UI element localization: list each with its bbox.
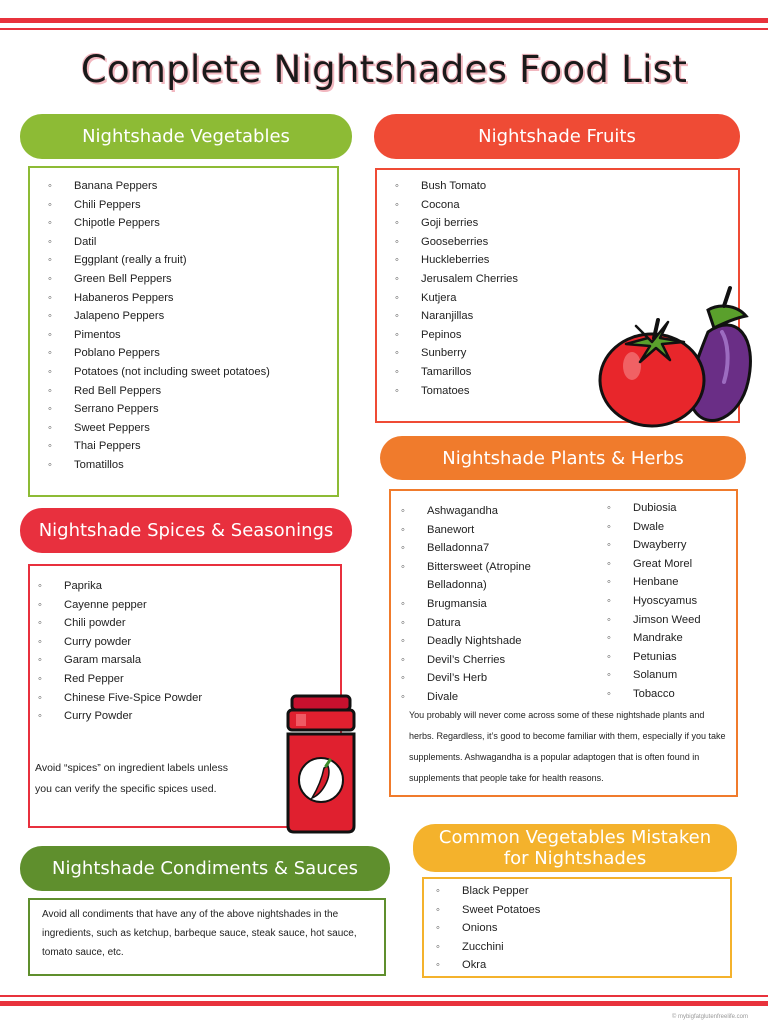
spice-jar-illustration	[282, 694, 360, 834]
plant-item: ◦ Banewort	[383, 521, 593, 540]
fruit-item: ◦ Sunberry	[377, 344, 738, 363]
mistaken-heading	[413, 824, 737, 872]
plant-item: ◦ Ashwagandha	[383, 502, 593, 521]
plants-note: You probably will never come across some of these nightshade plants and herbs. Regardless, it’s good to become familiar with them, especially if you take supplements. Ashwagandha is a popular adaptogen that is often found in supplements that people take for health reasons.	[409, 710, 726, 783]
plant-item: ◦ Bittersweet (Atropine Belladonna)	[383, 558, 593, 595]
spice-item: ◦ Red Pepper	[20, 670, 340, 689]
plant-item: ◦ Dubiosia	[589, 499, 739, 518]
plants-heading-label: Nightshade Plants & Herbs	[442, 447, 684, 469]
vegetable-item: ◦ Poblano Peppers	[30, 344, 337, 363]
spices-note	[35, 758, 275, 800]
fruit-item: ◦ Jerusalem Cherries	[377, 270, 738, 289]
vegetable-item: ◦ Serrano Peppers	[30, 400, 337, 419]
fruit-item: ◦ Tamarillos	[377, 363, 738, 382]
plant-item: ◦ Henbane	[589, 573, 739, 592]
mistaken-item: ◦ Zucchini	[418, 938, 730, 957]
vegetable-item: ◦ Jalapeno Peppers	[30, 307, 337, 326]
spices-heading-label: Nightshade Spices & Seasonings	[38, 520, 334, 541]
fruit-item: ◦ Cocona	[377, 196, 738, 215]
condiments-box	[28, 898, 386, 976]
tomato-icon	[600, 320, 704, 426]
plant-item: ◦ Petunias	[589, 648, 739, 667]
condiments-heading-label: Nightshade Condiments & Sauces	[52, 858, 358, 879]
vegetable-item: ◦ Tomatillos	[30, 456, 337, 475]
spice-item: ◦ Chili powder	[20, 614, 340, 633]
vegetable-item: ◦ Potatoes (not including sweet potatoes)	[30, 363, 337, 382]
plant-item: ◦ Dwayberry	[589, 536, 739, 555]
mistaken-item: ◦ Onions	[418, 919, 730, 938]
vegetable-item: ◦ Green Bell Peppers	[30, 270, 337, 289]
spice-item: ◦ Curry Powder	[20, 707, 340, 726]
mistaken-heading-line2: for Nightshades	[503, 848, 647, 869]
fruit-item: ◦ Huckleberries	[377, 251, 738, 270]
vegetables-heading-label: Nightshade Vegetables	[82, 126, 290, 147]
fruit-item: ◦ Pepinos	[377, 326, 738, 345]
condiments-note: Avoid all condiments that have any of the above nightshades in the ingredients, such as ketchup, barbeque sauce, steak sauce, hot sauce, tomato sauce, etc.	[42, 909, 357, 958]
vegetable-item: ◦ Datil	[30, 233, 337, 252]
plant-item: ◦ Divale	[383, 688, 593, 707]
plant-item: ◦ Solanum	[589, 666, 739, 685]
plants-list-col1	[383, 502, 593, 707]
fruit-item: ◦ Gooseberries	[377, 233, 738, 252]
plant-item: ◦ Deadly Nightshade	[383, 632, 593, 651]
plant-item: ◦ Mandrake	[589, 629, 739, 648]
top-stripe-thin	[0, 28, 768, 30]
condiments-heading	[20, 846, 390, 891]
plant-item: ◦ Great Morel	[589, 555, 739, 574]
vegetables-list	[30, 177, 337, 475]
mistaken-list	[418, 882, 730, 975]
plant-item: ◦ Brugmansia	[383, 595, 593, 614]
bottom-stripe-thin	[0, 995, 768, 997]
plant-item: ◦ Hyoscyamus	[589, 592, 739, 611]
plants-list-col2	[589, 499, 739, 704]
top-stripe-thick	[0, 18, 768, 23]
fruits-heading	[374, 114, 740, 159]
spice-item: ◦ Garam marsala	[20, 651, 340, 670]
plant-item: ◦ Devil’s Cherries	[383, 651, 593, 670]
fruit-item: ◦ Goji berries	[377, 214, 738, 233]
vegetable-item: ◦ Banana Peppers	[30, 177, 337, 196]
vegetables-heading	[20, 114, 352, 159]
fruit-item: ◦ Bush Tomato	[377, 177, 738, 196]
plant-item: ◦ Devil’s Herb	[383, 669, 593, 688]
mistaken-item: ◦ Sweet Potatoes	[418, 901, 730, 920]
plant-item: ◦ Dwale	[589, 518, 739, 537]
fruit-item: ◦ Kutjera	[377, 289, 738, 308]
fruits-heading-label: Nightshade Fruits	[478, 126, 636, 147]
plant-item: ◦ Belladonna7	[383, 539, 593, 558]
mistaken-item: ◦ Black Pepper	[418, 882, 730, 901]
fruit-item: ◦ Naranjillas	[377, 307, 738, 326]
plants-heading	[380, 436, 746, 480]
vegetables-box	[28, 166, 339, 497]
vegetable-item: ◦ Eggplant (really a fruit)	[30, 251, 337, 270]
plant-item: ◦ Tobacco	[589, 685, 739, 704]
mistaken-box	[422, 877, 732, 978]
site-credit: © mybigfatglutenfreelife.com	[671, 1014, 748, 1020]
tomato-eggplant-illustration	[596, 282, 758, 430]
vegetable-item: ◦ Chili Peppers	[30, 196, 337, 215]
vegetable-item: ◦ Thai Peppers	[30, 437, 337, 456]
spice-item: ◦ Curry powder	[20, 633, 340, 652]
spice-item: ◦ Paprika	[20, 577, 340, 596]
spices-note-line2: you can verify the specific spices used.	[35, 783, 217, 795]
plants-box	[389, 489, 738, 797]
vegetable-item: ◦ Sweet Peppers	[30, 419, 337, 438]
mistaken-heading-line1: Common Vegetables Mistaken	[438, 827, 712, 848]
vegetable-item: ◦ Red Bell Peppers	[30, 382, 337, 401]
mistaken-item: ◦ Okra	[418, 956, 730, 975]
spices-note-line1: Avoid “spices” on ingredient labels unless	[35, 762, 228, 774]
bottom-stripe-thick	[0, 1001, 768, 1006]
vegetable-item: ◦ Chipotle Peppers	[30, 214, 337, 233]
spices-heading	[20, 508, 352, 553]
page-title: Complete Nightshades Food List	[80, 48, 688, 91]
plant-item: ◦ Datura	[383, 614, 593, 633]
vegetable-item: ◦ Habaneros Peppers	[30, 289, 337, 308]
spice-item: ◦ Cayenne pepper	[20, 596, 340, 615]
plant-item: ◦ Jimson Weed	[589, 611, 739, 630]
fruit-item: ◦ Tomatoes	[377, 382, 738, 401]
vegetable-item: ◦ Pimentos	[30, 326, 337, 345]
spice-item: ◦ Chinese Five-Spice Powder	[20, 689, 340, 708]
